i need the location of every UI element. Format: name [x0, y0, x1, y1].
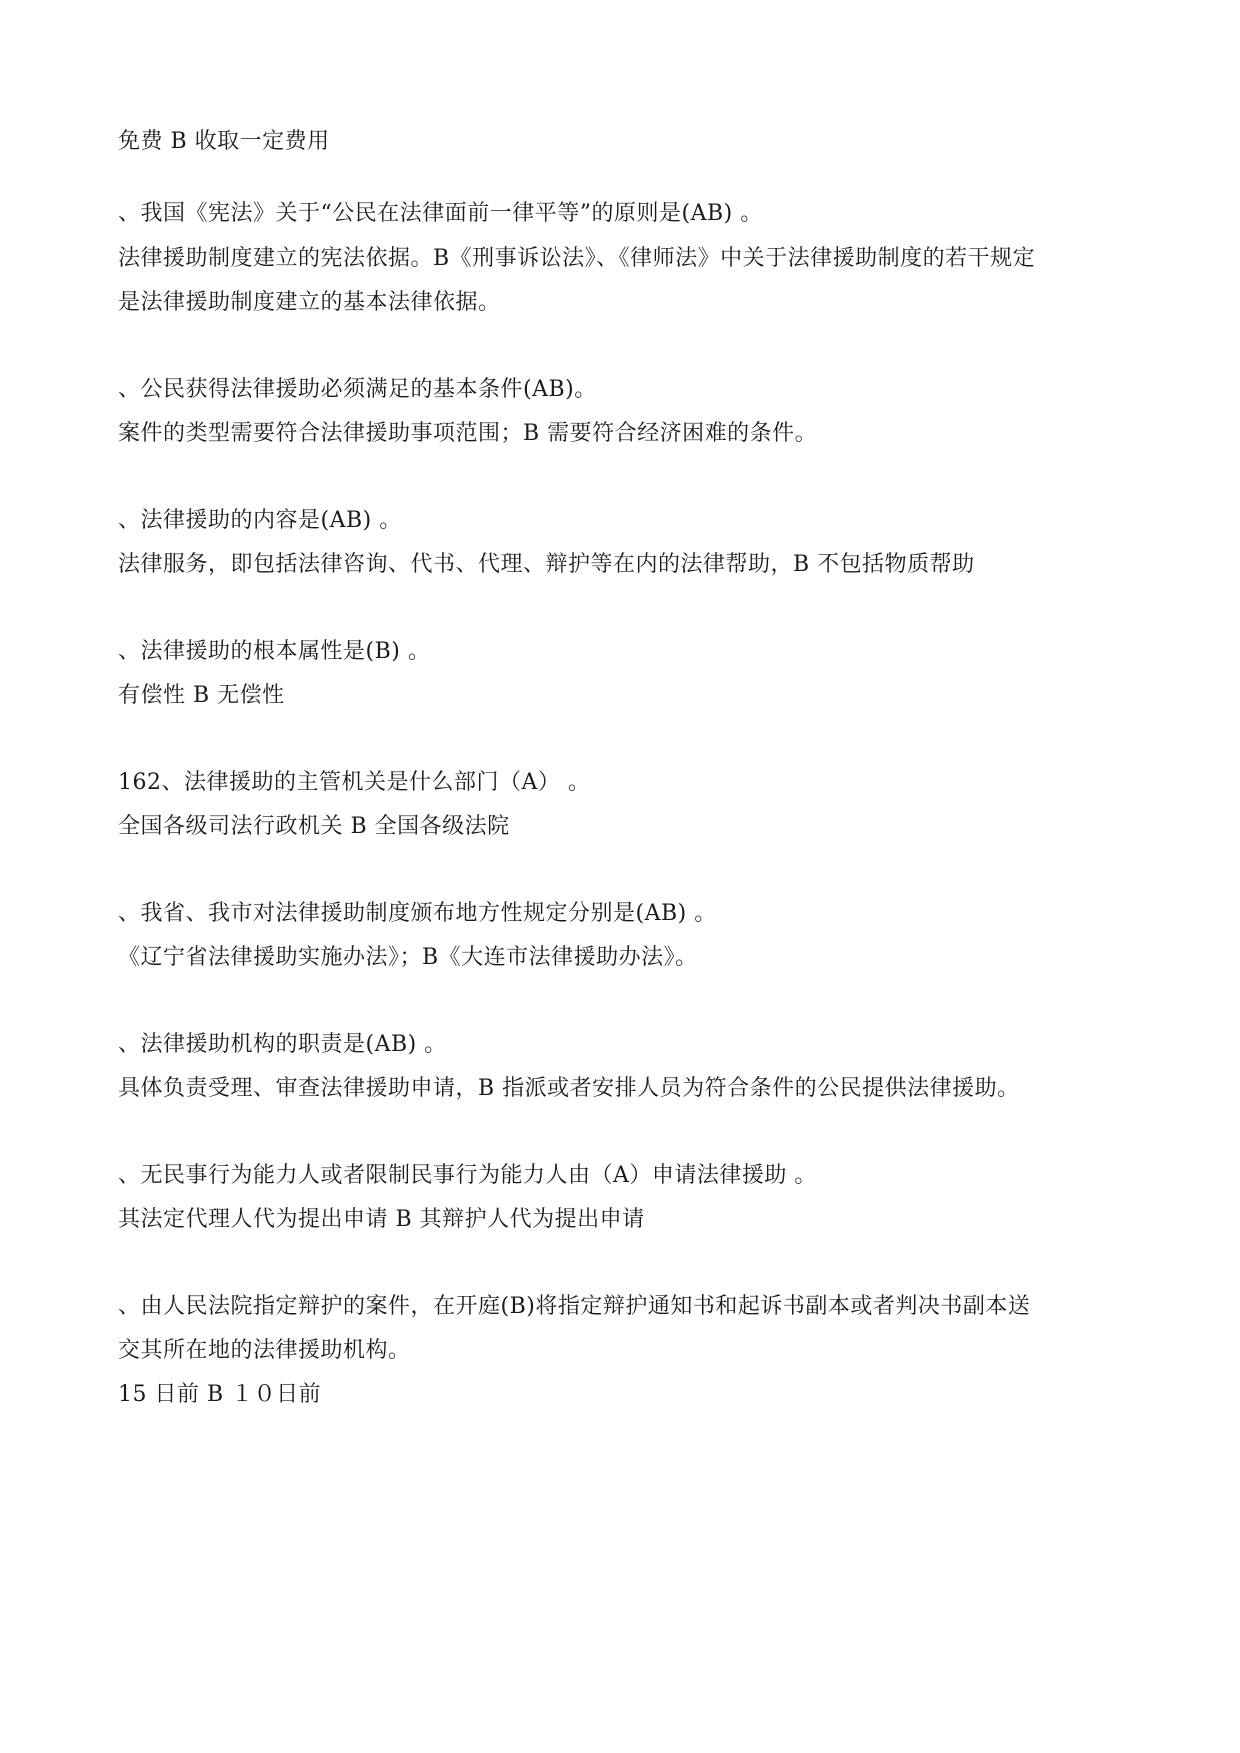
answer-line: 15 日前 B １０日前: [118, 1382, 322, 1407]
question-line: 、法律援助的根本属性是(B) 。: [118, 639, 431, 664]
answer-line: 法律援助制度建立的宪法依据。B《刑事诉讼法》、《律师法》中关于法律援助制度的若干规定: [118, 246, 1036, 271]
answer-line: 全国各级司法行政机关 B 全国各级法院: [118, 814, 510, 839]
answer-line: 免费 B 收取一定费用: [118, 129, 330, 154]
question-line: 、法律援助机构的职责是(AB) 。: [118, 1032, 447, 1057]
question-line: 、无民事行为能力人或者限制民事行为能力人由（A）申请法律援助 。: [118, 1163, 817, 1188]
answer-line: 《辽宁省法律援助实施办法》；B《大连市法律援助办法》。: [118, 945, 698, 970]
answer-line: 具体负责受理、审查法律援助申请，B 指派或者安排人员为符合条件的公民提供法律援助。: [118, 1076, 1020, 1101]
question-line: 、由人民法院指定辩护的案件，在开庭(B)将指定辩护通知书和起诉书副本或者判决书副本送: [118, 1294, 1031, 1319]
question-line: 交其所在地的法律援助机构。: [118, 1338, 411, 1363]
question-line: 、法律援助的内容是(AB) 。: [118, 508, 402, 533]
answer-line: 有偿性 B 无偿性: [118, 683, 285, 708]
answer-line: 案件的类型需要符合法律援助事项范围；B 需要符合经济困难的条件。: [118, 421, 818, 446]
answer-line: 法律服务，即包括法律咨询、代书、代理、辩护等在内的法律帮助，B 不包括物质帮助: [118, 552, 975, 577]
answer-line: 其法定代理人代为提出申请 B 其辩护人代为提出申请: [118, 1207, 645, 1232]
answer-line: 是法律援助制度建立的基本法律依据。: [118, 290, 501, 315]
question-line: 、我国《宪法》关于“公民在法律面前一律平等”的原则是(AB) 。: [118, 201, 763, 226]
question-line: 、我省、我市对法律援助制度颁布地方性规定分别是(AB) 。: [118, 901, 717, 926]
question-line: 162、法律援助的主管机关是什么部门（A） 。: [118, 770, 591, 795]
question-line: 、公民获得法律援助必须满足的基本条件(AB)。: [118, 377, 597, 402]
